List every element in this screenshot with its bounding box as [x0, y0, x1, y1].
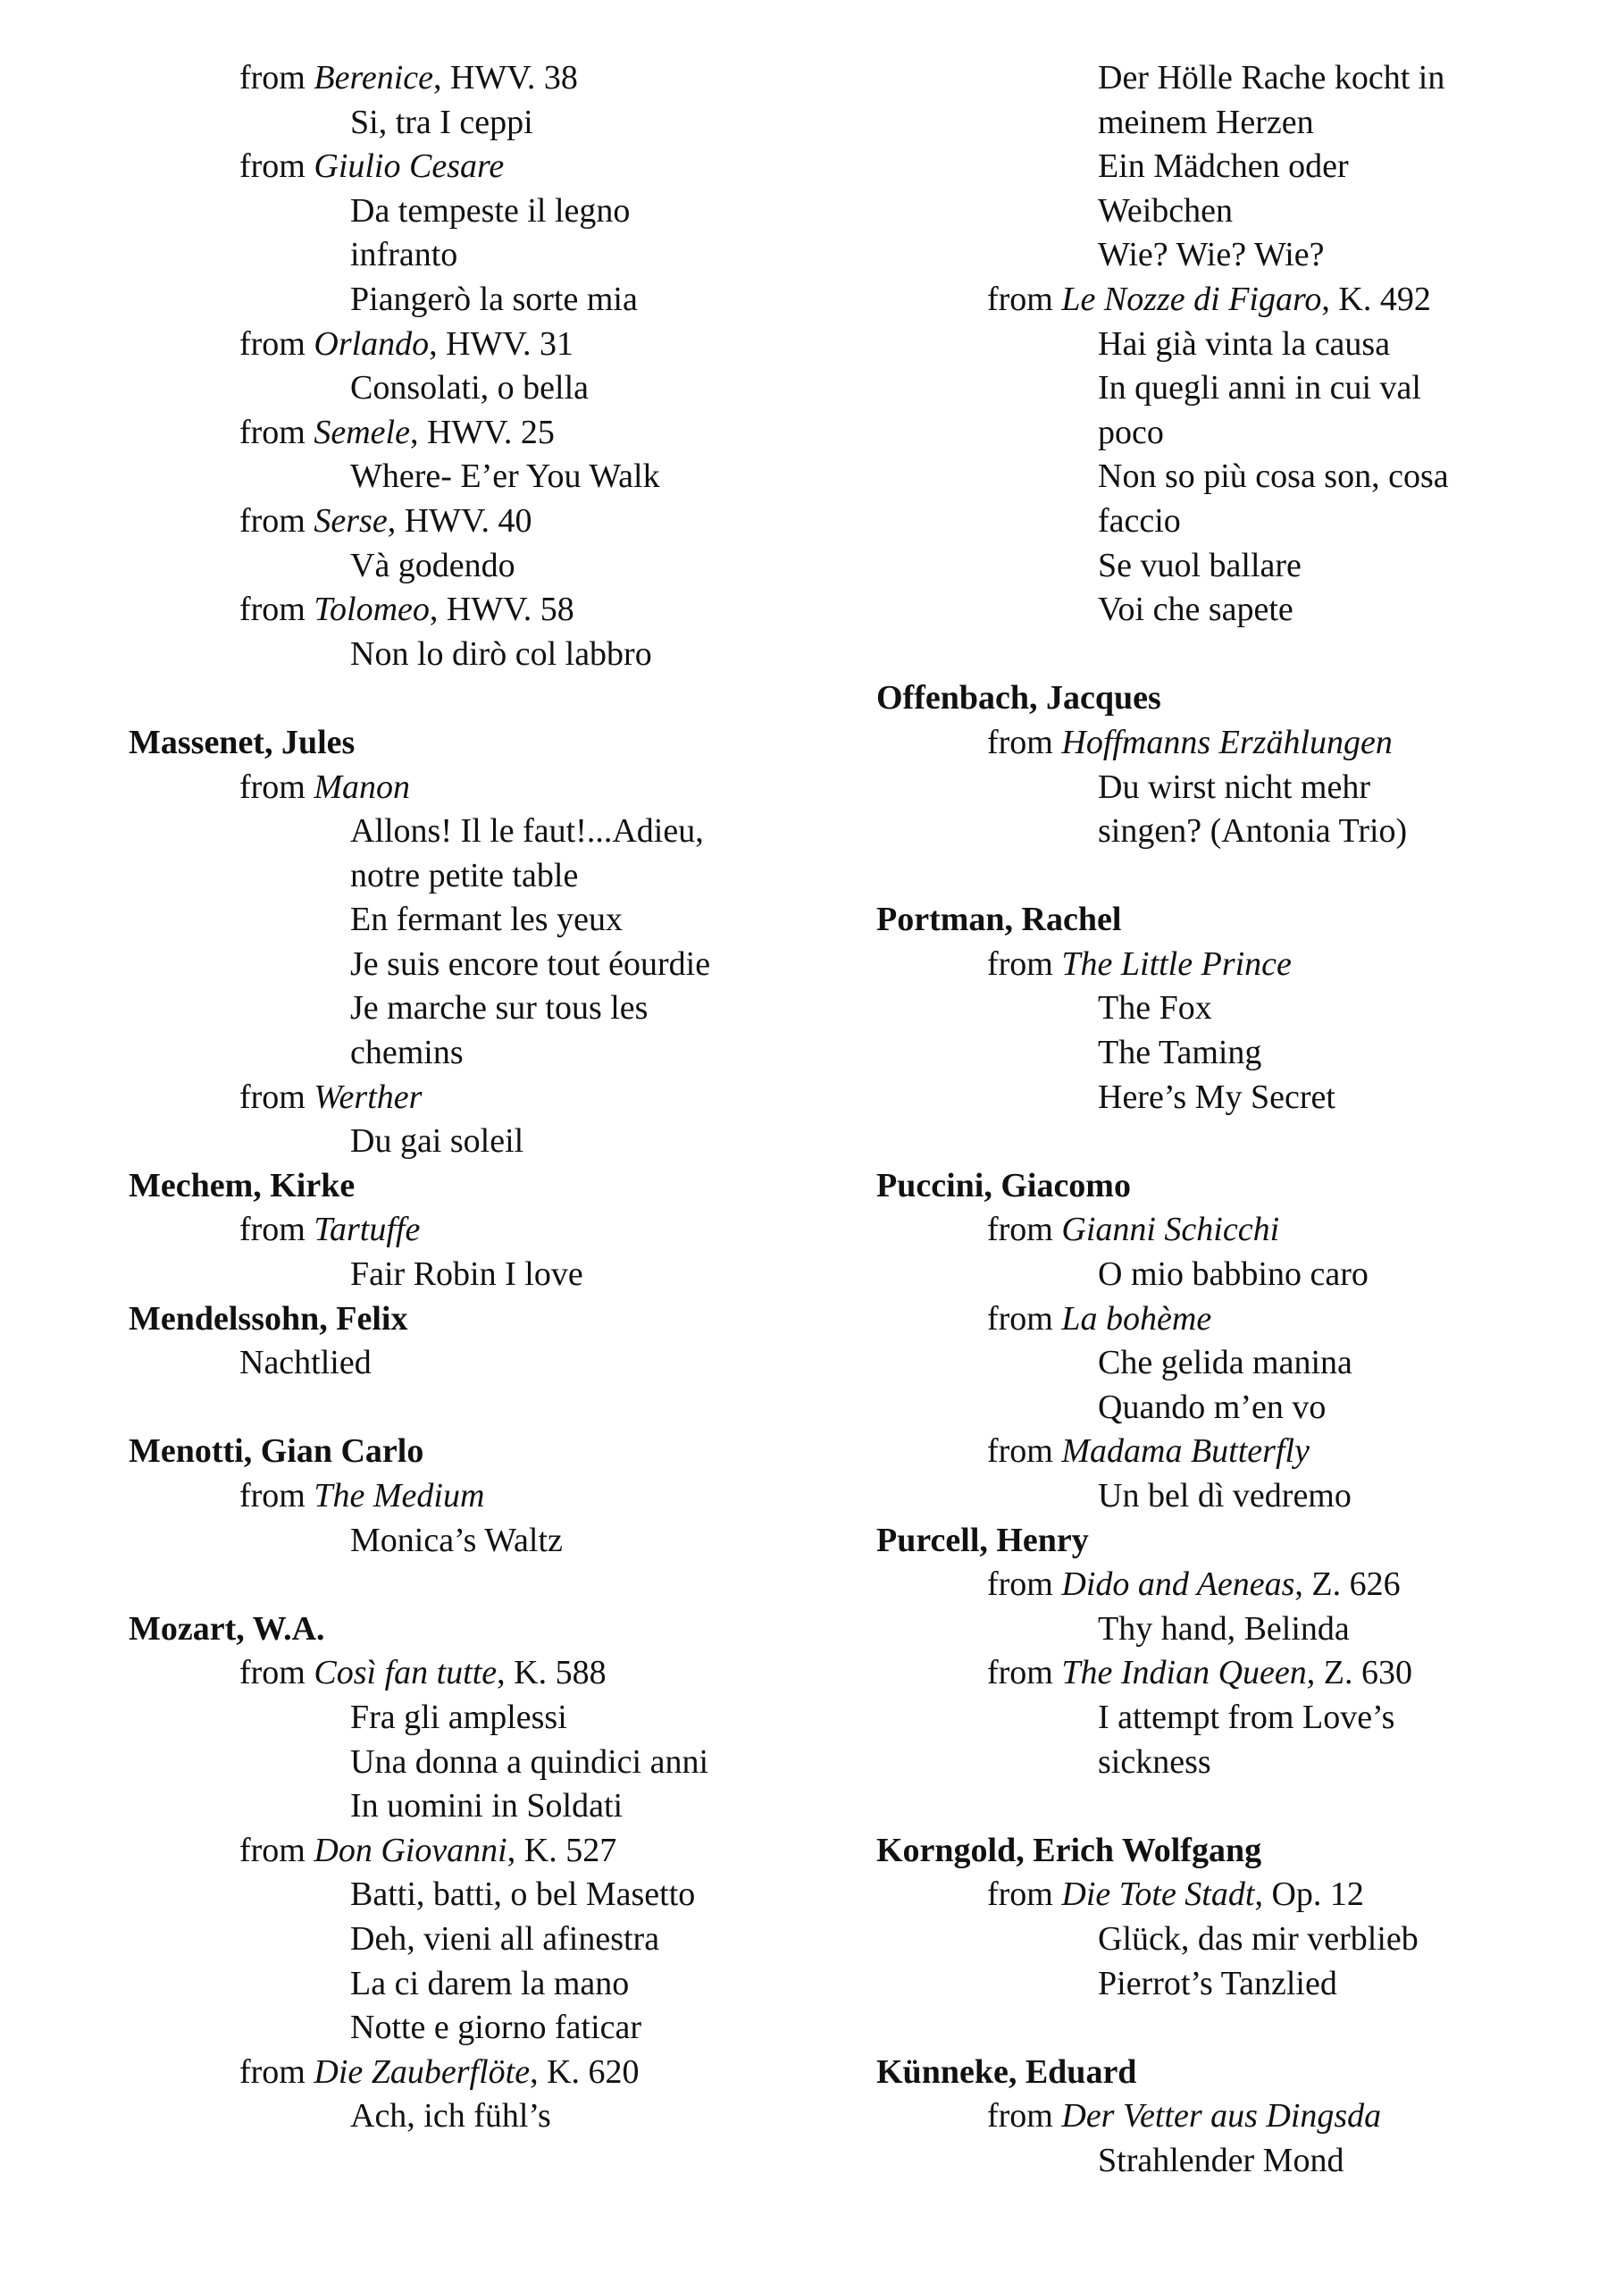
- work-title: Semele: [314, 413, 410, 451]
- aria-title: I attempt from Love’s: [1098, 1698, 1395, 1736]
- work-entry: [129, 1208, 808, 1253]
- work-title: Tolomeo: [314, 591, 430, 629]
- work-prefix: from: [239, 591, 306, 629]
- aria-title: Glück, das mir verblieb: [1098, 1919, 1419, 1958]
- composer-heading: Künneke, Eduard: [876, 2052, 1137, 2091]
- aria-title: Da tempeste il legno: [350, 191, 631, 230]
- work-title: Manon: [314, 768, 411, 806]
- work-prefix: from: [239, 1654, 306, 1692]
- work-entry: [129, 499, 808, 544]
- section-spacer: [876, 1784, 1555, 1829]
- work-entry: [876, 721, 1555, 766]
- work-title: Dido and Aeneas: [1061, 1565, 1295, 1604]
- work-prefix: from: [239, 2052, 306, 2091]
- aria-title: Monica’s Waltz: [350, 1521, 563, 1559]
- work-title: Der Vetter aus Dingsda: [1061, 2097, 1382, 2136]
- work-title: The Medium: [314, 1477, 485, 1515]
- section-spacer: [876, 2006, 1555, 2051]
- work-entry: [876, 2094, 1555, 2139]
- work-entry: [129, 588, 808, 633]
- aria-title: The Fox: [1098, 989, 1212, 1028]
- work-title: The Indian Queen: [1061, 1654, 1307, 1692]
- work-prefix: from: [987, 1875, 1053, 1914]
- work-catalog-number: , HWV. 31: [429, 324, 574, 363]
- work-title: Tartuffe: [314, 1211, 421, 1249]
- aria-title: Der Hölle Rache kocht in: [1098, 59, 1445, 96]
- work-entry: [876, 278, 1555, 323]
- aria-title: In uomini in Soldati: [350, 1787, 624, 1825]
- work-prefix: from: [239, 1477, 306, 1515]
- aria-title: meinem Herzen: [1098, 103, 1314, 141]
- work-entry: [876, 1651, 1555, 1696]
- work-prefix: from: [239, 147, 306, 186]
- work-prefix: from: [239, 768, 306, 806]
- aria-title: Consolati, o bella: [350, 369, 590, 407]
- work-catalog-number: , HWV. 38: [433, 59, 578, 96]
- work-prefix: from: [987, 1211, 1053, 1249]
- composer-heading: Offenbach, Jacques: [876, 679, 1161, 717]
- work-catalog-number: , HWV. 25: [409, 413, 555, 451]
- aria-title: Je marche sur tous les: [350, 989, 649, 1028]
- aria-title: infranto: [350, 236, 458, 274]
- work-prefix: from: [239, 324, 306, 363]
- work-title: Berenice: [314, 59, 433, 96]
- aria-title: Allons! Il le faut!...Adieu,: [350, 812, 704, 851]
- work-entry: [876, 1297, 1555, 1342]
- work-title: Orlando: [314, 324, 430, 363]
- aria-title: In quegli anni in cui val: [1098, 369, 1421, 407]
- work-prefix: from: [239, 413, 306, 451]
- work-entry: [876, 1563, 1555, 1607]
- work-prefix: from: [239, 1831, 306, 1869]
- aria-title: Here’s My Secret: [1098, 1078, 1335, 1116]
- aria-title: En fermant les yeux: [350, 901, 623, 939]
- work-title: Le Nozze di Figaro: [1061, 280, 1322, 318]
- aria-title: Strahlender Mond: [1098, 2141, 1344, 2179]
- aria-title: Wie? Wie? Wie?: [1098, 236, 1325, 274]
- aria-title: Non lo dirò col labbro: [350, 634, 652, 673]
- work-title: Werther: [314, 1078, 423, 1116]
- aria-title: Voi che sapete: [1098, 591, 1293, 629]
- work-prefix: from: [987, 1432, 1053, 1471]
- work-prefix: from: [987, 1654, 1053, 1692]
- section-spacer: [129, 1563, 808, 1607]
- composer-heading: Mendelssohn, Felix: [129, 1299, 408, 1338]
- aria-title: Batti, batti, o bel Masetto: [350, 1875, 696, 1914]
- aria-title: Ach, ich fühl’s: [350, 2097, 551, 2136]
- aria-title: O mio babbino caro: [1098, 1255, 1369, 1294]
- aria-title: The Taming: [1098, 1034, 1262, 1072]
- work-entry: [129, 56, 808, 101]
- work-catalog-number: , Z. 630: [1306, 1654, 1412, 1692]
- aria-title: Piangerò la sorte mia: [350, 280, 638, 318]
- section-spacer: [876, 854, 1555, 899]
- aria-title: Du wirst nicht mehr: [1098, 768, 1371, 806]
- work-entry: [876, 943, 1555, 987]
- composer-heading: Purcell, Henry: [876, 1521, 1089, 1559]
- aria-title: Thy hand, Belinda: [1098, 1609, 1350, 1648]
- work-entry: [876, 1430, 1555, 1474]
- composer-heading: Korngold, Erich Wolfgang: [876, 1831, 1262, 1869]
- aria-title: Deh, vieni all afinestra: [350, 1919, 660, 1958]
- work-catalog-number: , Op. 12: [1254, 1875, 1364, 1914]
- work-entry: [129, 411, 808, 456]
- work-title: Hoffmanns Erzählungen: [1061, 723, 1393, 761]
- aria-title: Non so più cosa son, cosa: [1098, 457, 1449, 496]
- work-prefix: from: [987, 2097, 1053, 2136]
- work-title: La bohème: [1061, 1299, 1212, 1338]
- aria-title: Je suis encore tout éourdie: [350, 944, 711, 983]
- work-title: The Little Prince: [1061, 944, 1292, 983]
- aria-title: Fair Robin I love: [350, 1255, 583, 1294]
- work-catalog-number: , K. 620: [530, 2052, 640, 2091]
- work-catalog-number: , Z. 626: [1294, 1565, 1401, 1604]
- aria-title: faccio: [1098, 501, 1181, 540]
- work-catalog-number: , HWV. 40: [387, 501, 532, 540]
- aria-title: chemins: [350, 1034, 464, 1072]
- work-entry: [129, 2051, 808, 2095]
- work-entry: [129, 766, 808, 810]
- section-spacer: [129, 676, 808, 721]
- aria-title: notre petite table: [350, 856, 579, 894]
- aria-title: Fra gli amplessi: [350, 1698, 567, 1736]
- aria-title: poco: [1098, 413, 1164, 451]
- section-spacer: [876, 633, 1555, 677]
- aria-title: Hai già vinta la causa: [1098, 324, 1391, 363]
- aria-title: Quando m’en vo: [1098, 1388, 1327, 1426]
- work-title: Don Giovanni: [314, 1831, 507, 1869]
- aria-title: Si, tra I ceppi: [350, 103, 533, 141]
- aria-title: Che gelida manina: [1098, 1344, 1352, 1382]
- work-catalog-number: , K. 492: [1321, 280, 1431, 318]
- aria-title: Un bel dì vedremo: [1098, 1477, 1352, 1515]
- work-title: Die Zauberflöte: [314, 2052, 531, 2091]
- aria-title: singen? (Antonia Trio): [1098, 812, 1408, 851]
- work-prefix: from: [239, 501, 306, 540]
- work-catalog-number: , K. 527: [506, 1831, 617, 1869]
- aria-title: sickness: [1098, 1742, 1211, 1781]
- aria-title: Và godendo: [350, 546, 515, 584]
- aria-title: Se vuol ballare: [1098, 546, 1302, 584]
- composer-heading: Portman, Rachel: [876, 901, 1122, 939]
- work-entry: [129, 145, 808, 189]
- left-column: [129, 56, 808, 2139]
- work-catalog-number: , HWV. 58: [429, 591, 574, 629]
- work-entry: [129, 323, 808, 367]
- work-catalog-number: , K. 588: [497, 1654, 607, 1692]
- work-prefix: from: [239, 59, 306, 96]
- work-prefix: from: [987, 280, 1053, 318]
- work-prefix: from: [987, 723, 1053, 761]
- work-title: Madama Butterfly: [1061, 1432, 1310, 1471]
- aria-title: Ein Mädchen oder: [1098, 147, 1349, 186]
- aria-title: Weibchen: [1098, 191, 1233, 230]
- work-prefix: from: [239, 1078, 306, 1116]
- aria-title: Where- E’er You Walk: [350, 457, 660, 496]
- work-title: Giulio Cesare: [314, 147, 505, 186]
- section-spacer: [876, 1120, 1555, 1164]
- work-prefix: from: [987, 1299, 1053, 1338]
- work-prefix: from: [987, 1565, 1053, 1604]
- work-title: Serse: [314, 501, 388, 540]
- song-title: Nachtlied: [239, 1344, 372, 1382]
- aria-title: La ci darem la mano: [350, 1964, 630, 2002]
- aria-title: Una donna a quindici anni: [350, 1742, 709, 1781]
- aria-title: Du gai soleil: [350, 1122, 524, 1161]
- work-title: Die Tote Stadt: [1061, 1875, 1255, 1914]
- composer-heading: Menotti, Gian Carlo: [129, 1432, 424, 1471]
- work-prefix: from: [987, 944, 1053, 983]
- composer-heading: Massenet, Jules: [129, 723, 356, 761]
- work-title: Così fan tutte: [314, 1654, 498, 1692]
- work-entry: [129, 1076, 808, 1120]
- composer-heading: Mozart, W.A.: [129, 1609, 325, 1648]
- aria-title: Notte e giorno faticar: [350, 2009, 642, 2047]
- work-title: Gianni Schicchi: [1061, 1211, 1280, 1249]
- work-entry: [129, 1829, 808, 1874]
- composer-heading: Mechem, Kirke: [129, 1166, 356, 1204]
- work-entry: [129, 1651, 808, 1696]
- right-column: [876, 56, 1555, 2184]
- section-spacer: [129, 1386, 808, 1431]
- work-entry: [876, 1208, 1555, 1253]
- work-prefix: from: [239, 1211, 306, 1249]
- aria-title: Pierrot’s Tanzlied: [1098, 1964, 1337, 2002]
- work-entry: [876, 1873, 1555, 1917]
- composer-heading: Puccini, Giacomo: [876, 1166, 1131, 1204]
- work-entry: [129, 1474, 808, 1519]
